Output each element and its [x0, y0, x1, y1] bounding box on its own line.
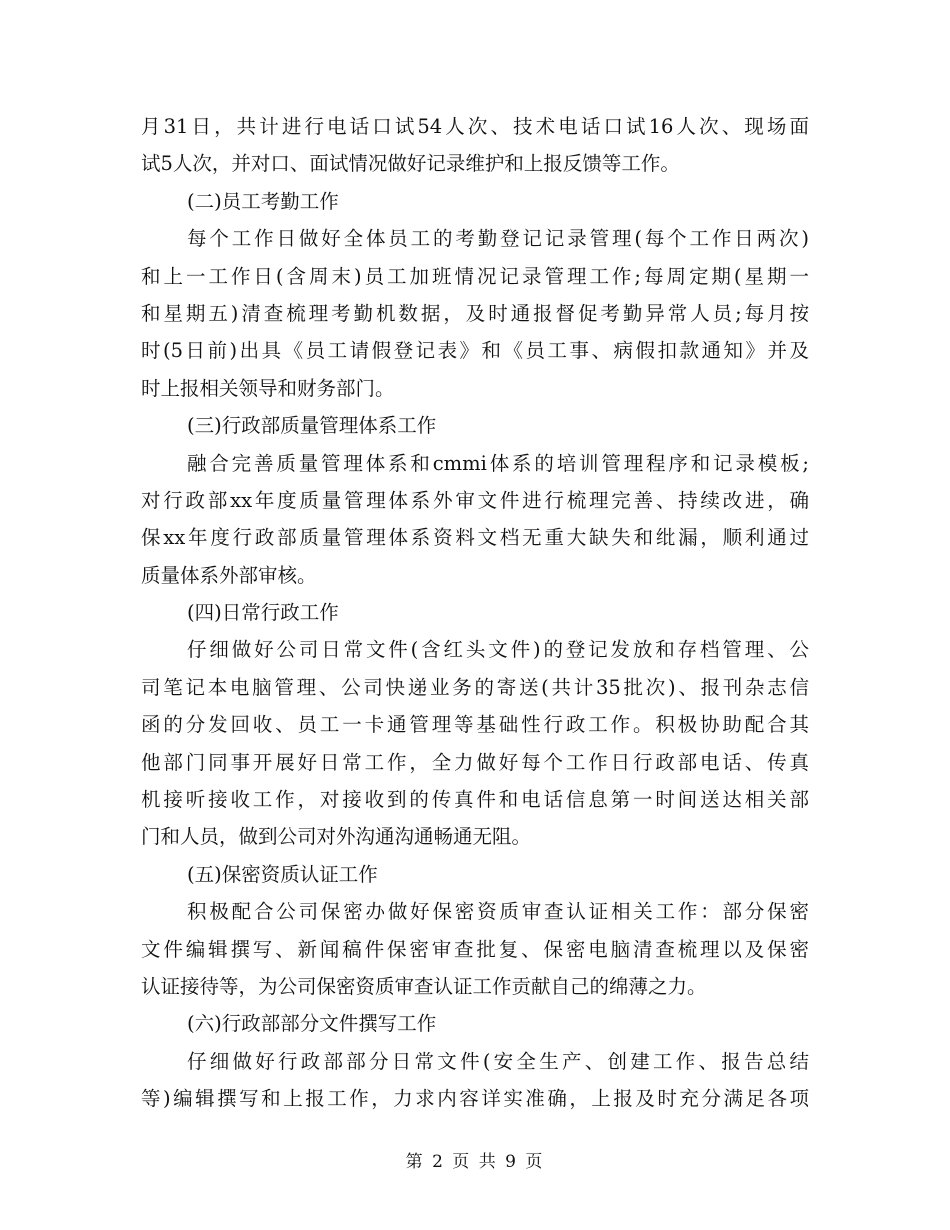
- paragraph-line: 机接听接收工作，对接收到的传真件和电话信息第一时间送达相关部: [141, 788, 809, 812]
- paragraph-line-indented: 每个工作日做好全体员工的考勤登记记录管理(每个工作日两次): [187, 227, 809, 251]
- paragraph-line: 门和人员，做到公司对外沟通沟通畅通无阻。: [141, 825, 532, 849]
- paragraph-line: 质量体系外部审核。: [141, 563, 317, 587]
- paragraph-line-indented: 仔细做好行政部部分日常文件(安全生产、创建工作、报告总结: [187, 1049, 809, 1073]
- paragraph-line: 试5人次，并对口、面试情况做好记录维护和上报反馈等工作。: [141, 152, 680, 176]
- paragraph-line-indented: (五)保密资质认证工作: [187, 862, 378, 886]
- paragraph-line-indented: (三)行政部质量管理体系工作: [187, 414, 437, 438]
- paragraph-line-indented: (二)员工考勤工作: [187, 189, 339, 213]
- paragraph-line: 司笔记本电脑管理、公司快递业务的寄送(共计35批次)、报刊杂志信: [141, 675, 809, 699]
- paragraph-line: 时(5日前)出具《员工请假登记表》和《员工事、病假扣款通知》并及: [141, 339, 809, 363]
- paragraph-line-indented: (四)日常行政工作: [187, 601, 339, 625]
- paragraph-line: 文件编辑撰写、新闻稿件保密审查批复、保密电脑清查梳理以及保密: [141, 937, 809, 961]
- paragraph-line: 时上报相关领导和财务部门。: [141, 376, 395, 400]
- paragraph-line-indented: 积极配合公司保密办做好保密资质审查认证相关工作：部分保密: [187, 900, 809, 924]
- paragraph-line: 和星期五)清查梳理考勤机数据，及时通报督促考勤异常人员;每月按: [141, 301, 809, 325]
- paragraph-line: 他部门同事开展好日常工作，全力做好每个工作日行政部电话、传真: [141, 750, 809, 774]
- paragraph-line: 认证接待等，为公司保密资质审查认证工作贡献自己的绵薄之力。: [141, 974, 707, 998]
- paragraph-line: 等)编辑撰写和上报工作，力求内容详实准确，上报及时充分满足各项: [141, 1087, 809, 1111]
- paragraph-line-indented: 融合完善质量管理体系和cmmi体系的培训管理程序和记录模板;: [187, 451, 809, 475]
- paragraph-line: 对行政部xx年度质量管理体系外审文件进行梳理完善、持续改进，确: [141, 488, 809, 512]
- paragraph-line-indented: (六)行政部部分文件撰写工作: [187, 1012, 437, 1036]
- paragraph-line: 保xx年度行政部质量管理体系资料文档无重大缺失和纰漏，顺利通过: [141, 526, 809, 550]
- paragraph-line: 和上一工作日(含周末)员工加班情况记录管理工作;每周定期(星期一: [141, 264, 809, 288]
- paragraph-line: 函的分发回收、员工一卡通管理等基础性行政工作。积极协助配合其: [141, 713, 809, 737]
- paragraph-line-indented: 仔细做好公司日常文件(含红头文件)的登记发放和存档管理、公: [187, 638, 809, 662]
- document-body: [141, 108, 809, 1118]
- page-footer: 第 2 页 共 9 页: [405, 1152, 545, 1172]
- paragraph-line: 月31日，共计进行电话口试54人次、技术电话口试16人次、现场面: [141, 115, 809, 138]
